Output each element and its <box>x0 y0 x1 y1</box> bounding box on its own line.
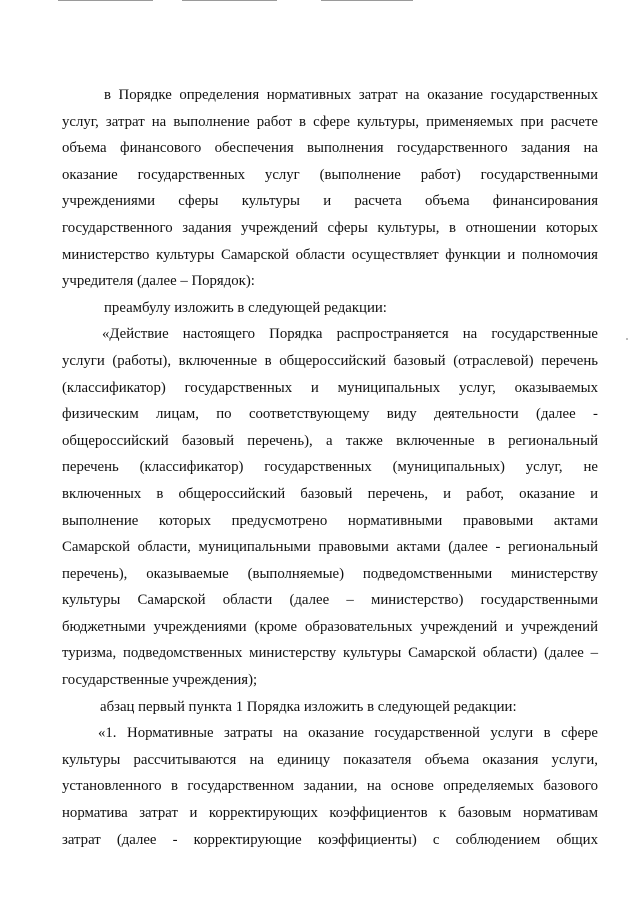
text-line: в Порядке определения нормативных затрат на оказание государственных <box>104 87 598 103</box>
text-line: затрат (далее - корректирующие коэффициенты) с соблюдением общих <box>62 831 598 848</box>
text-line: «1. Нормативные затраты на оказание государственной услуги в сфере <box>98 725 598 742</box>
text-line: государственного задания учреждений сферы культуры, в отношении которых <box>62 219 598 236</box>
paragraph-preamble-text <box>62 321 598 693</box>
text-line: государственные учреждения); <box>62 672 258 689</box>
text-line: норматива затрат и корректирующих коэффициентов к базовым нормативам <box>62 805 598 822</box>
text-line: перечень), оказываемые (выполняемые) подведомственными министерству <box>62 565 598 582</box>
text-line: абзац первый пункта 1 Порядка изложить в следующей редакции: <box>100 698 517 715</box>
text-line: общероссийский базовый перечень), а также включенные в региональный <box>62 432 598 449</box>
text-line: «Действие настоящего Порядка распространяется на государственные <box>102 326 598 343</box>
text-line: услуги (работы), включенные в общероссийский базовый (отраслевой) перечень <box>62 352 598 369</box>
text-line: бюджетными учреждениями (кроме образовательных учреждений и учреждений <box>62 618 598 635</box>
text-line: физическим лицам, по соответствующему виду деятельности (далее - <box>62 406 598 423</box>
top-rule-right <box>321 0 413 1</box>
text-line: услуг, затрат на выполнение работ в сфере культуры, применяемых при расчете <box>62 113 598 130</box>
text-line: министерство культуры Самарской области осуществляет функции и полномочия <box>62 246 598 263</box>
text-line: Самарской области, муниципальными правовыми актами (далее - региональный <box>62 539 598 556</box>
text-line: культуры рассчитываются на единицу показателя объема оказания услуги, <box>62 751 598 768</box>
paragraph-preamble-instruction <box>62 295 598 322</box>
text-line: учредителя (далее – Порядок): <box>62 273 255 290</box>
text-line: перечень (классификатор) государственных (муниципальных) услуг, не <box>62 459 598 476</box>
document-body <box>62 82 598 853</box>
text-line: объема финансового обеспечения выполнения государственного задания на <box>62 140 598 157</box>
text-line: культуры Самарской области (далее – министерство) государственными <box>62 592 598 609</box>
text-line: установленного в государственном задании, на основе определяемых базового <box>62 778 598 795</box>
top-rule-left <box>58 0 153 1</box>
text-line: выполнение которых предусмотрено нормативными правовыми актами <box>62 512 598 529</box>
text-line: учреждениями сферы культуры и расчета объема финансирования <box>62 193 598 210</box>
text-line: включенных в общероссийский базовый перечень, и работ, оказание и <box>62 485 598 502</box>
top-rule-middle <box>182 0 277 1</box>
text-line: оказание государственных услуг (выполнение работ) государственными <box>62 166 598 183</box>
text-line: (классификатор) государственных и муниципальных услуг, оказываемых <box>62 379 598 396</box>
paragraph-procedure-title <box>62 82 598 295</box>
text-line: преамбулу изложить в следующей редакции: <box>104 299 387 316</box>
margin-mark <box>626 338 628 340</box>
paragraph-point-instruction <box>62 694 598 721</box>
text-line: туризма, подведомственных министерству культуры Самарской области) (далее – <box>62 645 598 662</box>
paragraph-point-one-text <box>62 720 598 853</box>
